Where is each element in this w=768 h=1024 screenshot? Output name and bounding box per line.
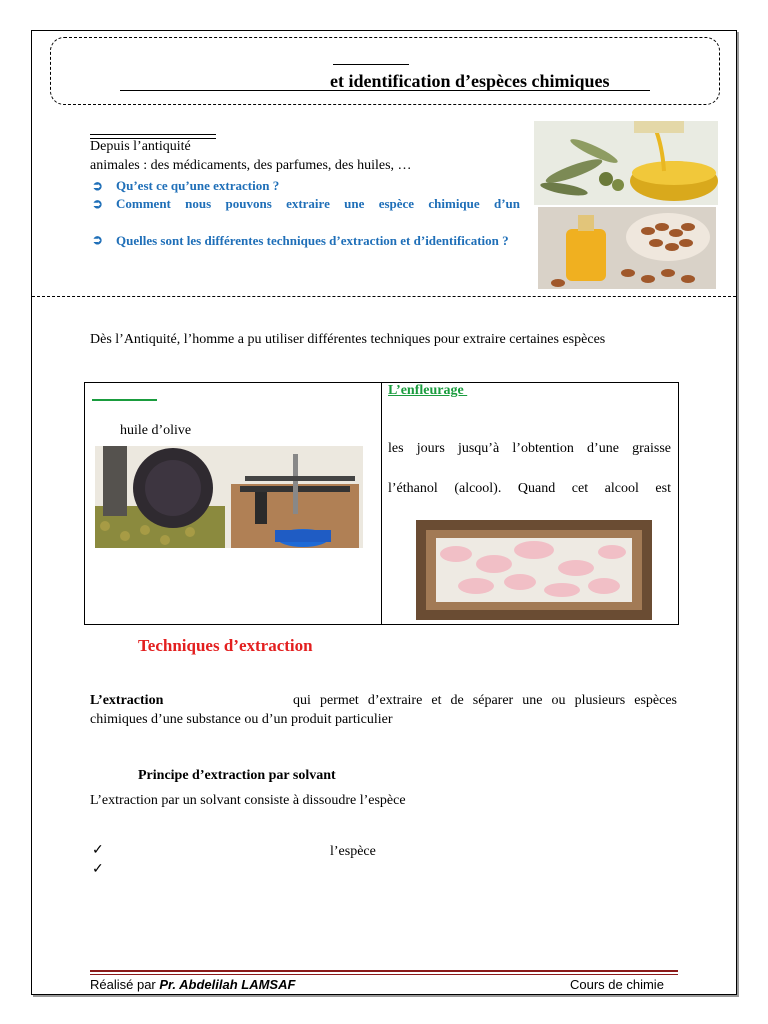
section1-intro: Dès l’Antiquité, l’homme a pu utiliser différentes techniques pour extraire certaines espèces [90, 332, 606, 347]
title-blank-line [333, 64, 409, 65]
solvent-principle-title: Principe d’extraction par solvant [138, 768, 336, 783]
footer-course: Cours de chimie [570, 977, 664, 992]
extraction-definition: qui permet d’extraire et de séparer une ou plusieurs espèces [293, 693, 677, 708]
footer-author [90, 977, 295, 992]
check-icon: ✓ [92, 843, 104, 858]
techniques-title: Techniques d’extraction [138, 636, 313, 655]
intro-line-2: animales : des médicaments, des parfumes, des huiles, … [90, 158, 412, 173]
page-title: et identification d’espèces chimiques [330, 71, 610, 91]
olive-press-image [95, 446, 363, 548]
solvent-principle-text: L’extraction par un solvant consiste à dissoudre l’espèce [90, 793, 406, 808]
extraction-term: L’extraction [90, 693, 164, 708]
section-divider [32, 296, 736, 297]
enfleurage-line-1: les jours jusqu’à l’obtention d’une graisse [388, 441, 671, 456]
enfleurage-frame-image [416, 520, 652, 620]
check-icon: ✓ [92, 862, 104, 877]
footer-rule-thin [90, 974, 678, 975]
footer-author-name: Pr. Abdelilah LAMSAF [159, 977, 296, 992]
almond-oil-image [538, 207, 716, 289]
extraction-definition-line-2: chimiques d’une substance ou d’un produit particulier [90, 712, 393, 727]
table-column-divider [381, 382, 382, 625]
right-arrow-icon: ➲ [92, 232, 103, 247]
right-arrow-icon: ➲ [92, 196, 103, 211]
left-cell-heading-blank [92, 399, 157, 401]
enfleurage-heading: L’enfleurage [388, 383, 468, 398]
check-item-text: l’espèce [330, 844, 376, 859]
olive-oil-caption: huile d’olive [120, 423, 192, 438]
footer-rule [90, 970, 678, 972]
right-arrow-icon: ➲ [92, 178, 103, 193]
enfleurage-line-2: l’éthanol (alcool). Quand cet alcool est [388, 481, 671, 496]
footer-made-by: Réalisé par [90, 977, 160, 992]
intro-line-1: Depuis l’antiquité [90, 139, 191, 154]
olive-oil-image [534, 121, 718, 205]
